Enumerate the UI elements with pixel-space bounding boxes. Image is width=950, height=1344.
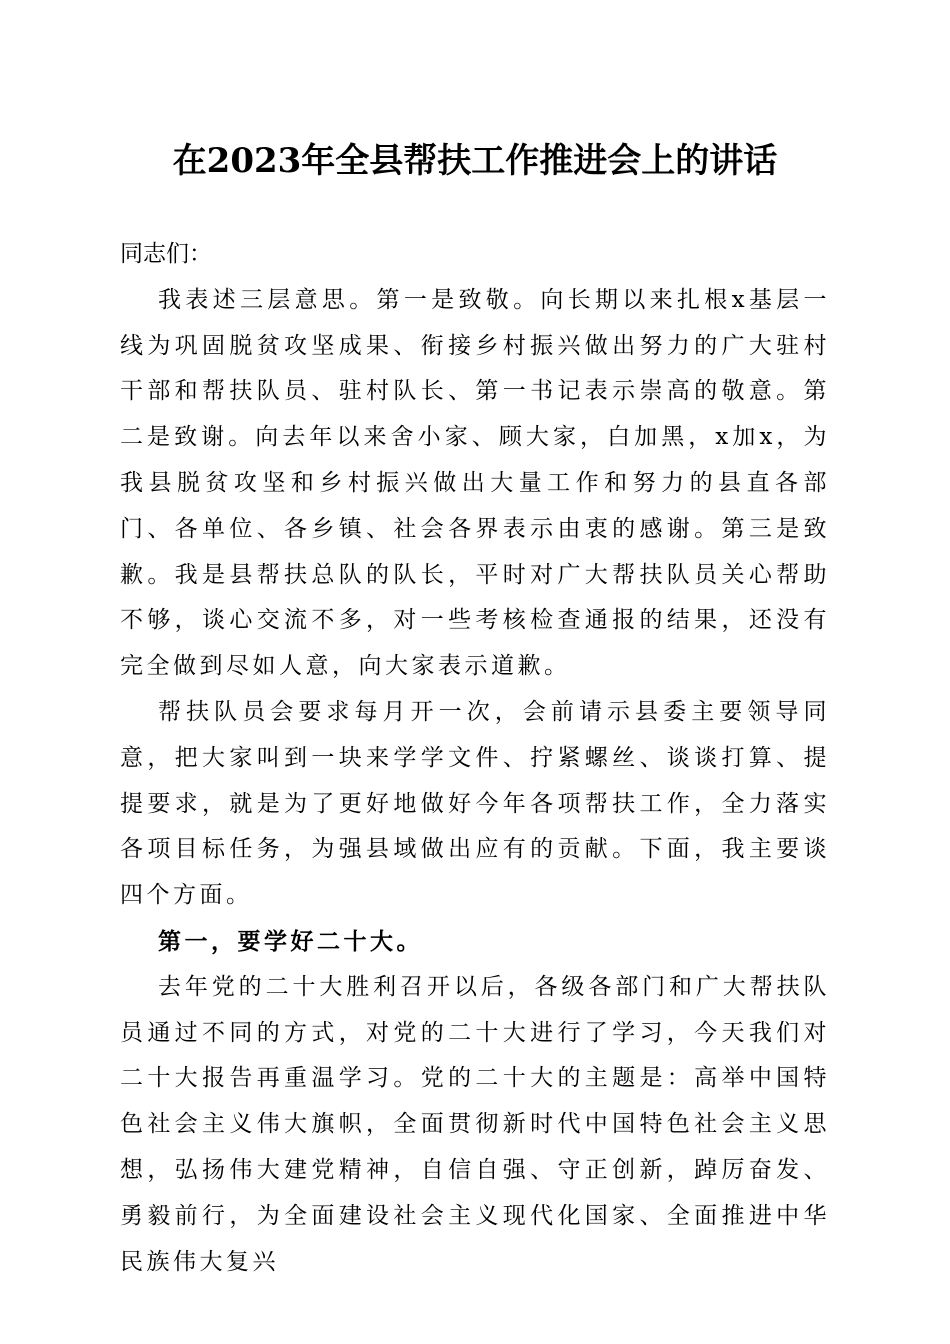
section-heading-first: 第一，要学好二十大。	[158, 927, 423, 955]
paragraph-twentieth-congress: 去年党的二十大胜利召开以后，各级各部门和广大帮扶队员通过不同的方式，对党的二十大进行了学习，今天我们对二十大报告再重温学习。党的二十大的主题是：高举中国特色社会主义伟大旗帜，全面贯彻新时代中国特色社会主义思想，弘扬伟大建党精神，自信自强、守正创新，踔厉奋发、勇毅前行，为全面建设社会主义现代化国家、全面推进中华民族伟大复兴	[120, 973, 830, 1275]
paragraph-meeting-purpose: 帮扶队员会要求每月开一次，会前请示县委主要领导同意，把大家叫到一块来学学文件、拧紧螺丝、谈谈打算、提提要求，就是为了更好地做好今年各项帮扶工作，全力落实各项目标任务，为强县域做出应有的贡献。下面，我主要谈四个方面。	[120, 698, 830, 909]
document-title: 在2023年全县帮扶工作推进会上的讲话	[172, 141, 778, 181]
paragraph-tribute: 我表述三层意思。第一是致敬。向长期以来扎根x基层一线为巩固脱贫攻坚成果、衔接乡村振兴做出努力的广大驻村干部和帮扶队员、驻村队长、第一书记表示崇高的敬意。第二是致谢。向去年以来舍小家、顾大家，白加黑，x加x，为我县脱贫攻坚和乡村振兴做出大量工作和努力的县直各部门、各单位、各乡镇、社会各界表示由衷的感谢。第三是致歉。我是县帮扶总队的队长，平时对广大帮扶队员关心帮助不够，谈心交流不多，对一些考核检查通报的结果，还没有完全做到尽如人意，向大家表示道歉。	[120, 286, 830, 680]
salutation: 同志们：	[120, 241, 212, 267]
document-body	[120, 232, 830, 1285]
